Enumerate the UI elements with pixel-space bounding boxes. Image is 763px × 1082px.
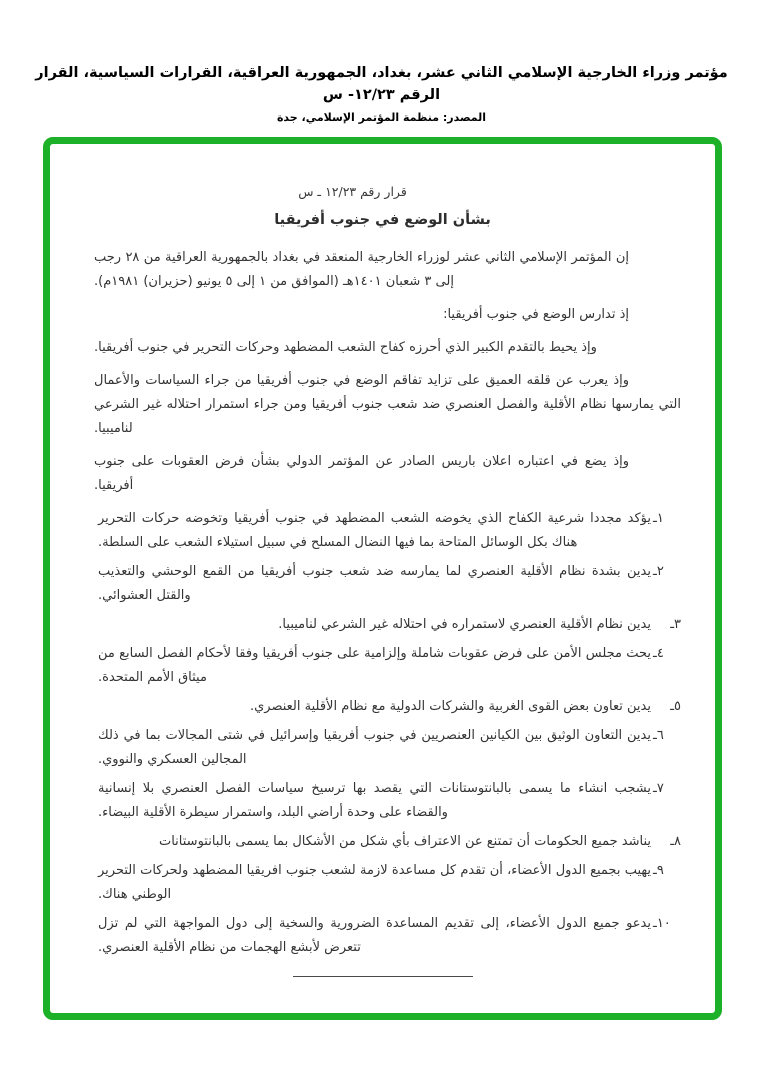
item-number: ٣ـ — [670, 617, 681, 632]
item-text: يدين التعاون الوثيق بين الكيانين العنصريين في جنوب أفريقيا وإسرائيل في شتى المجالات بما في ذلك المجالين العسكري والنووي. — [98, 728, 651, 767]
preamble-paragraph: إن المؤتمر الإسلامي الثاني عشر لوزراء الخارجية المنعقد في بغداد بالجمهورية العراقية من ٢٨ رجب إلى ٣ شعبان ١٤٠١هـ (الموافق من ١ إلى ٥ يونيو (حزيران) ١٩٨١م). — [94, 250, 629, 289]
resolution-item — [84, 724, 681, 772]
resolution-item — [84, 507, 681, 555]
preamble-paragraph: وإذ يحيط بالتقدم الكبير الذي أحرزه كفاح الشعب المضطهد وحركات التحرير في جنوب أفريقيا. — [94, 340, 597, 355]
resolution-item — [84, 912, 681, 960]
preamble-paragraph: إذ تدارس الوضع في جنوب أفريقيا: — [443, 307, 629, 322]
resolution-item — [84, 830, 681, 854]
resolution-item — [84, 613, 681, 637]
resolution-item — [84, 695, 681, 719]
item-text: يدعو جميع الدول الأعضاء، إلى تقديم المساعدة الضرورية والسخية إلى دول المواجهة التي لم تزل تتعرض لأبشع الهجمات من نظام الأقلية العنصري. — [98, 916, 651, 955]
item-number: ١٠ـ — [653, 916, 671, 931]
resolution-number: قرار رقم ١٢/٢٣ ـ س — [298, 184, 407, 199]
page-header — [20, 62, 743, 124]
resolution-item — [84, 642, 681, 690]
item-text: يهيب بجميع الدول الأعضاء، أن تقدم كل مساعدة لازمة لشعب جنوب افريقيا المضطهد ولحركات التحرير الوطني هناك. — [98, 863, 651, 902]
end-of-document-rule — [293, 976, 473, 977]
item-text: يناشد جميع الحكومات أن تمتنع عن الاعتراف بأي شكل من الأشكال بما يسمى بالبانتوستانات — [158, 834, 651, 849]
item-number: ٩ـ — [653, 863, 664, 878]
resolution-item — [84, 560, 681, 608]
item-text: يدين نظام الأقلية العنصري لاستمراره في احتلاله غير الشرعي لناميبيا. — [278, 617, 651, 632]
item-text: يؤكد مجددا شرعية الكفاح الذي يخوضه الشعب المضطهد في جنوب أفريقيا وتخوضه حركات التحرير هناك بكل الوسائل المتاحة بما فيها النضال المسلح في سبيل استيلاء الشعب على السلطة. — [98, 511, 651, 550]
document-reference-title: مؤتمر وزراء الخارجية الإسلامي الثاني عشر، بغداد، الجمهورية العراقية، القرارات السياسية، القرار الرقم ١٢/٢٣- س — [35, 65, 728, 103]
item-number: ١ـ — [653, 511, 664, 526]
item-number: ٧ـ — [653, 781, 664, 796]
item-text: يدين بشدة نظام الأقلية العنصري لما يمارسه ضد شعب جنوب أفريقيا من القمع الوحشي والتعذيب والقتل العشوائي. — [98, 564, 651, 603]
item-number: ٨ـ — [670, 834, 681, 849]
scanned-document-frame — [43, 137, 722, 1020]
resolution-title: بشأن الوضع في جنوب أفريقيا — [274, 212, 491, 228]
document-source: المصدر: منظمة المؤتمر الإسلامي، جدة — [276, 111, 487, 124]
preamble-paragraph: وإذ يضع في اعتباره اعلان باريس الصادر عن المؤتمر الدولي بشأن فرض العقوبات على جنوب أفريقيا. — [94, 454, 629, 493]
resolution-item — [84, 859, 681, 907]
item-text: يدين تعاون بعض القوى الغربية والشركات الدولية مع نظام الأقلية العنصري. — [249, 699, 651, 714]
resolution-item — [84, 777, 681, 825]
item-number: ٢ـ — [653, 564, 664, 579]
item-number: ٤ـ — [653, 646, 664, 661]
preamble-paragraph: وإذ يعرب عن قلقه العميق على تزايد تفاقم الوضع في جنوب أفريقيا من جراء السياسات والأعمال التي يمارسها نظام الأقلية والفصل العنصري ضد شعب جنوب أفريقيا ومن جراء استمرار احتلاله غير الشرعي لناميبيا. — [94, 373, 681, 436]
item-number: ٥ـ — [670, 699, 681, 714]
item-number: ٦ـ — [653, 728, 664, 743]
item-text: يشجب انشاء ما يسمى بالبانتوستانات التي يقصد بها ترسيخ سياسات الفصل العنصري بلا إنسانية والقضاء على وحدة أراضي البلد، واستمرار سيطرة الأقلية البيضاء. — [98, 781, 651, 820]
scanned-document-body — [50, 144, 715, 1013]
item-text: يحث مجلس الأمن على فرض عقوبات شاملة وإلزامية على جنوب أفريقيا وفقا لأحكام الفصل السابع من ميثاق الأمم المتحدة. — [98, 646, 651, 685]
